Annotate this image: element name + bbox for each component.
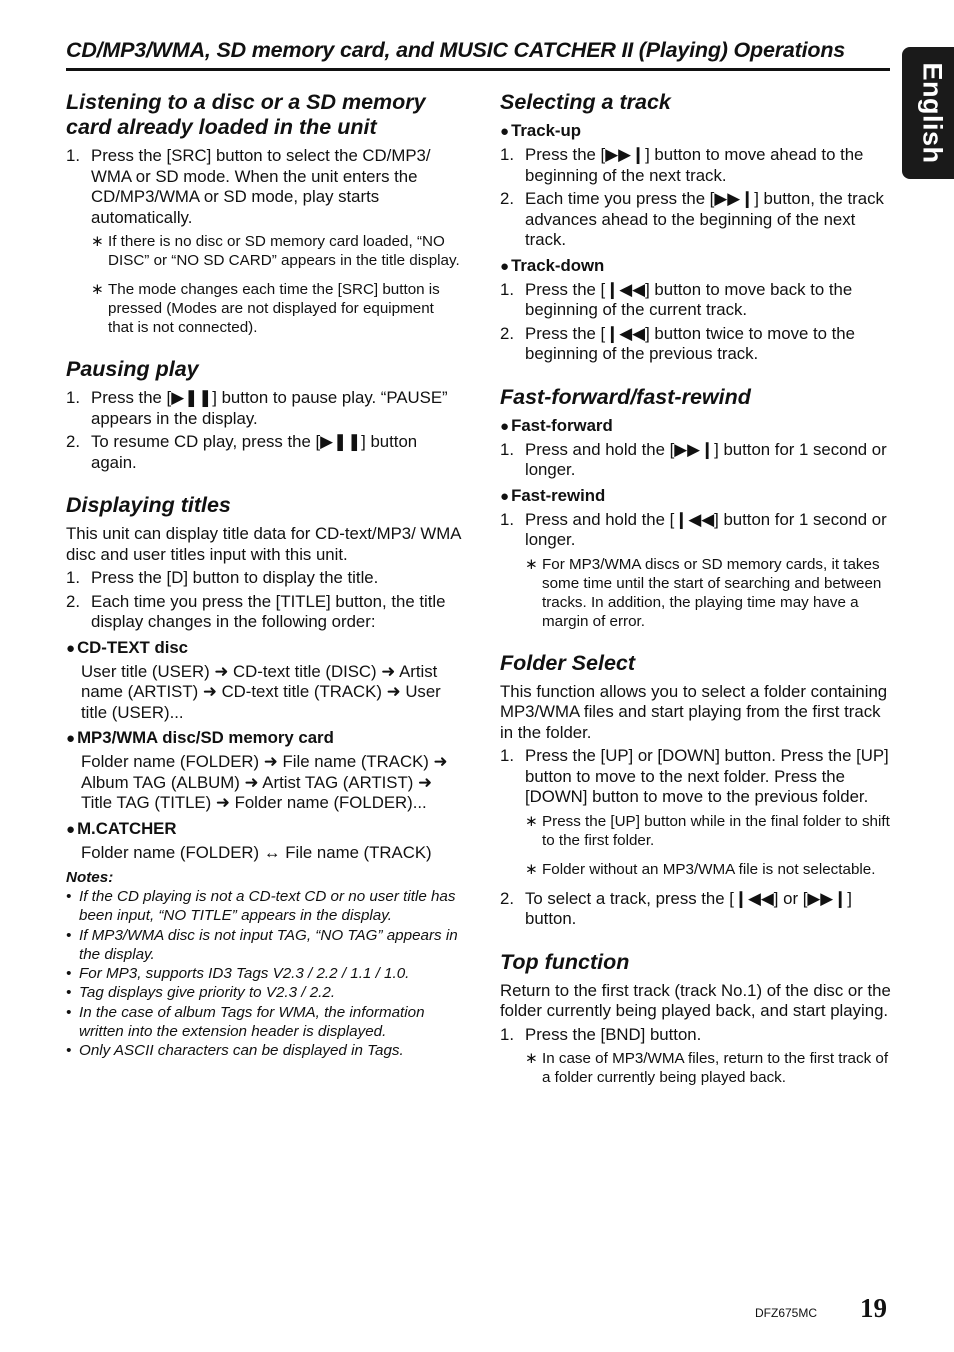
titles-intro: This unit can display title data for CD-text/MP3/ WMA disc and user titles input with this unit. [66, 524, 461, 564]
item-text: Press the [D] button to display the title. [91, 568, 379, 587]
list-item [500, 189, 892, 251]
bullet-icon: ● [500, 417, 510, 435]
item-text: Press the [SRC] button to select the CD/MP3/ WMA or SD mode. When the unit enters the CD/MP3/WMA or SD mode, play starts automatically. [91, 146, 431, 227]
list-item [66, 568, 461, 589]
subheading-label: Track-down [511, 255, 605, 275]
item-number: 1. [66, 146, 80, 165]
subheading-fast-rewind [500, 486, 892, 507]
bullet-icon: ● [66, 820, 76, 838]
item-text: Press the [▶❚❚] button to pause play. “PAUSE” appears in the display. [91, 388, 448, 428]
display-sequence: Folder name (FOLDER) ↔ File name (TRACK) [81, 842, 432, 862]
page-header-title: CD/MP3/WMA, SD memory card, and MUSIC CATCHER II (Playing) Operations [66, 38, 890, 71]
note-text: Only ASCII characters can be displayed in Tags. [79, 1042, 404, 1060]
heading-folder: Folder Select [500, 650, 636, 675]
note [525, 555, 892, 631]
note [91, 232, 461, 270]
subheading-label: Fast-forward [511, 415, 613, 435]
heading-top: Top function [500, 949, 630, 974]
asterisk-icon: ∗ [525, 812, 538, 830]
item-text: Press the [❙◀◀] button twice to move to the beginning of the previous track. [525, 323, 855, 363]
item-text: Press the [❙◀◀] button to move back to the beginning of the current track. [525, 279, 853, 319]
note-text: Tag displays give priority to V2.3 / 2.2. [79, 984, 336, 1002]
note-item [66, 1003, 461, 1042]
language-tab [902, 47, 954, 179]
item-text: Press the [BND] button. [525, 1024, 702, 1044]
left-column [66, 90, 461, 1061]
section-folder-select [500, 651, 892, 930]
subheading-label: Track-up [511, 121, 582, 140]
item-number: 1. [66, 388, 80, 407]
list-item [66, 592, 461, 633]
subheading-label: CD-TEXT disc [77, 637, 189, 657]
note-item [66, 964, 461, 983]
note-text: In case of MP3/WMA files, return to the first track of a folder currently being played back. [542, 1050, 889, 1086]
item-text: Each time you press the [▶▶❙] button, the track advances ahead to the beginning of the next track. [525, 189, 884, 249]
heading-ffrew: Fast-forward/fast-rewind [500, 384, 751, 409]
note [91, 280, 461, 337]
note-text: If there is no disc or SD memory card loaded, “NO DISC” or “NO SD CARD” appears in the title display. [108, 233, 460, 269]
note-item [66, 983, 461, 1002]
item-number: 2. [500, 888, 514, 908]
page-number: 19 [860, 1293, 887, 1323]
asterisk-icon: ∗ [91, 281, 104, 298]
list-item [66, 432, 461, 473]
item-text: Press and hold the [❙◀◀] button for 1 second or longer. [525, 509, 887, 549]
subheading-track-up [500, 121, 892, 142]
subheading-label: M.CATCHER [77, 818, 177, 838]
item-number: 1. [500, 1024, 514, 1044]
note-item [66, 926, 461, 965]
bullet-icon: • [66, 1003, 72, 1021]
subheading-cd-text [66, 638, 461, 659]
subheading-track-down [500, 256, 892, 277]
asterisk-icon: ∗ [525, 1050, 538, 1067]
heading-listening: Listening to a disc or a SD memory card already loaded in the unit [66, 90, 426, 139]
note-text: If the CD playing is not a CD-text CD or no user title has been input, “NO TITLE” appears in the display. [79, 888, 456, 925]
subheading-mp3 [66, 728, 461, 749]
heading-selecting: Selecting a track [500, 90, 671, 114]
item-number: 1. [500, 279, 514, 299]
subheading-mcatcher [66, 819, 461, 840]
note [525, 860, 892, 879]
note [525, 812, 892, 850]
list-item [500, 746, 892, 808]
item-number: 2. [66, 432, 80, 451]
asterisk-icon: ∗ [91, 233, 104, 250]
item-text: To resume CD play, press the [▶❚❚] button again. [91, 432, 418, 472]
language-tab-label: English [917, 62, 948, 164]
item-number: 1. [500, 439, 514, 459]
bullet-icon: • [66, 926, 72, 944]
bullet-icon: ● [500, 123, 510, 140]
item-text: Each time you press the [TITLE] button, the title display changes in the following order: [91, 591, 446, 631]
top-intro: Return to the first track (track No.1) of the disc or the folder currently being played back, and start playing. [500, 980, 891, 1020]
item-number: 2. [500, 189, 514, 208]
bullet-icon: ● [66, 639, 76, 657]
note-item [66, 1041, 461, 1060]
item-number: 1. [66, 568, 80, 587]
subheading-label: Fast-rewind [511, 485, 606, 505]
list-item [500, 510, 892, 551]
section-pausing [66, 357, 461, 473]
asterisk-icon: ∗ [525, 555, 538, 573]
bullet-icon: • [66, 888, 72, 905]
list-item [500, 889, 892, 930]
bullet-icon: • [66, 965, 72, 983]
list-item [66, 388, 461, 429]
item-number: 2. [66, 591, 80, 611]
item-number: 1. [500, 509, 514, 529]
note-text: If MP3/WMA disc is not input TAG, “NO TAG” appears in the display. [79, 926, 458, 963]
note-text: For MP3/WMA discs or SD memory cards, it takes some time until the start of searching and between tracks. In addition, the playing time may have a margin of error. [542, 555, 882, 630]
asterisk-icon: ∗ [525, 860, 538, 878]
note-text: Folder without an MP3/WMA file is not selectable. [542, 860, 876, 878]
item-number: 1. [500, 145, 514, 164]
section-selecting [500, 90, 892, 365]
bullet-icon: ● [500, 257, 510, 275]
note-text: In the case of album Tags for WMA, the information written into the extension header is displayed. [79, 1003, 425, 1041]
heading-titles: Displaying titles [66, 493, 231, 517]
display-sequence: User title (USER) ➜ CD-text title (DISC) ➜ Artist name (ARTIST) ➜ CD-text title (TRACK) ➜ User title (USER)... [81, 661, 441, 722]
subheading-label: MP3/WMA disc/SD memory card [77, 728, 334, 747]
folder-intro: This function allows you to select a folder containing MP3/WMA files and start playing from the first track in the folder. [500, 681, 888, 742]
section-fast-forward-rewind [500, 385, 892, 631]
item-number: 2. [500, 323, 514, 343]
section-listening [66, 90, 461, 337]
right-column [500, 90, 892, 1097]
item-text: Press the [▶▶❙] button to move ahead to the beginning of the next track. [525, 145, 864, 185]
note-text: For MP3, supports ID3 Tags V2.3 / 2.2 / 1.1 / 1.0. [79, 965, 410, 983]
note-text: The mode changes each time the [SRC] button is pressed (Modes are not displayed for equipment that is not connected). [108, 281, 440, 336]
list-item [500, 1025, 892, 1046]
item-text: Press the [UP] or [DOWN] button. Press the [UP] button to move to the next folder. Press the [DOWN] button to move to the previous folder. [525, 746, 889, 806]
heading-pausing: Pausing play [66, 357, 199, 381]
list-item [500, 324, 892, 365]
notes-title: Notes: [66, 869, 114, 886]
bullet-icon: ● [66, 730, 76, 747]
list-item [66, 146, 461, 228]
list-item [500, 145, 892, 186]
subheading-fast-forward [500, 416, 892, 437]
model-code: DFZ675MC [755, 1306, 818, 1320]
section-titles [66, 493, 461, 1061]
section-top-function [500, 950, 892, 1088]
item-number: 1. [500, 746, 514, 765]
list-item [500, 440, 892, 481]
bullet-icon: • [66, 984, 72, 1002]
note-item [66, 887, 461, 926]
item-text: To select a track, press the [❙◀◀] or [▶▶❙] button. [525, 888, 852, 928]
note-text: Press the [UP] button while in the final folder to shift to the first folder. [542, 812, 890, 849]
list-item [500, 280, 892, 321]
bullet-icon: • [66, 1042, 72, 1060]
bullet-icon: ● [500, 487, 510, 505]
display-sequence: Folder name (FOLDER) ➜ File name (TRACK) ➜ Album TAG (ALBUM) ➜ Artist TAG (ARTIST) ➜ Title TAG (TITLE) ➜ Folder name (FOLDER)... [81, 752, 448, 812]
item-text: Press and hold the [▶▶❙] button for 1 second or longer. [525, 439, 887, 479]
note [525, 1049, 892, 1087]
